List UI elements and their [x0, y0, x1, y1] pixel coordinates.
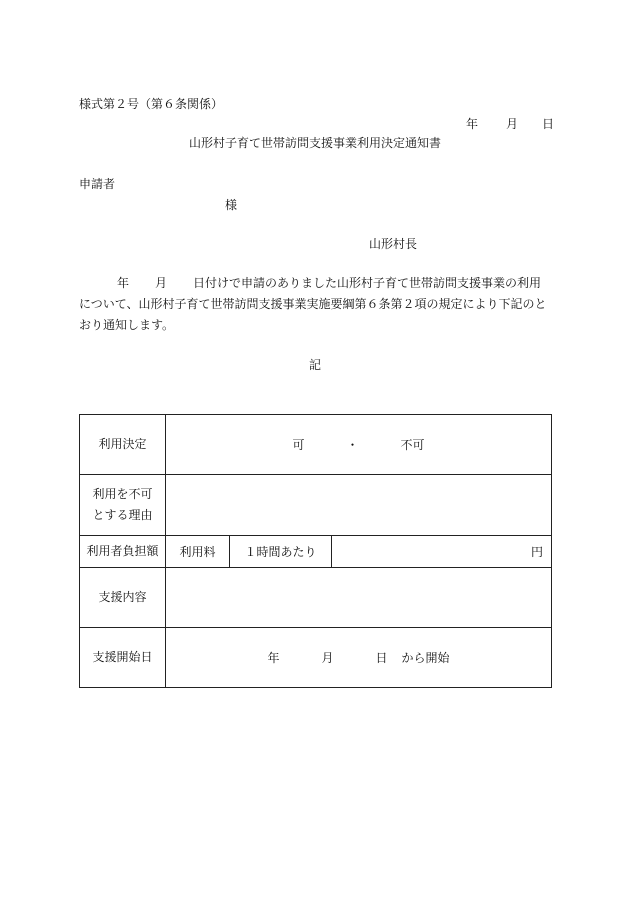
applicant-label: 申請者: [79, 177, 116, 191]
fee-label: 利用者負担額: [80, 536, 166, 568]
row-decision: [80, 415, 552, 475]
start-month: 月: [321, 651, 334, 665]
reason-label-line-2: とする理由: [92, 508, 153, 522]
row-start-date: [80, 628, 552, 688]
notice-line-2: について、山形村子育て世帯訪問支援事業実施要綱第６条第２項の規定により下記のと: [79, 297, 547, 311]
reason-label-line-1: 利用を不可: [92, 487, 153, 501]
start-date: [166, 628, 552, 688]
start-suffix: から開始: [401, 651, 450, 665]
form-number: 様式第２号（第６条関係）: [79, 97, 224, 111]
start-day: 日: [375, 651, 388, 665]
option-yes: 可: [292, 438, 305, 452]
start-year: 年: [267, 651, 280, 665]
fee-item: 利用料: [166, 536, 230, 568]
row-support: [80, 568, 552, 628]
notice-body: [79, 273, 554, 336]
support-label: 支援内容: [80, 568, 166, 628]
option-no: 不可: [400, 438, 425, 452]
issue-date-day: 日: [542, 117, 555, 131]
ki-heading: 記: [308, 358, 321, 372]
issue-date-month: 月: [506, 117, 519, 131]
decision-table: [79, 414, 552, 688]
fee-unit: １時間あたり: [230, 536, 332, 568]
decision-options: [166, 415, 552, 475]
reason-field: [166, 475, 552, 536]
row-fee: [80, 536, 552, 568]
issue-date-year: 年: [466, 117, 479, 131]
honorific-sama: 様: [225, 198, 238, 212]
option-separator: ・: [346, 438, 359, 452]
document-title: 山形村子育て世帯訪問支援事業利用決定通知書: [188, 136, 441, 150]
notice-line-1: [79, 273, 554, 294]
fee-amount: 円: [332, 536, 552, 568]
sender-mayor: 山形村長: [369, 237, 418, 251]
decision-label: 利用決定: [80, 415, 166, 475]
row-reason: [80, 475, 552, 536]
notice-line-1-text: 日付けで申請のありました山形村子育て世帯訪問支援事業の利用: [193, 276, 542, 290]
notice-year: 年: [117, 276, 130, 290]
notice-month: 月: [155, 276, 168, 290]
notice-line-3: おり通知します。: [79, 318, 175, 332]
reason-label: [80, 475, 166, 536]
issue-date: [466, 117, 554, 131]
start-label: 支援開始日: [80, 628, 166, 688]
support-field: [166, 568, 552, 628]
